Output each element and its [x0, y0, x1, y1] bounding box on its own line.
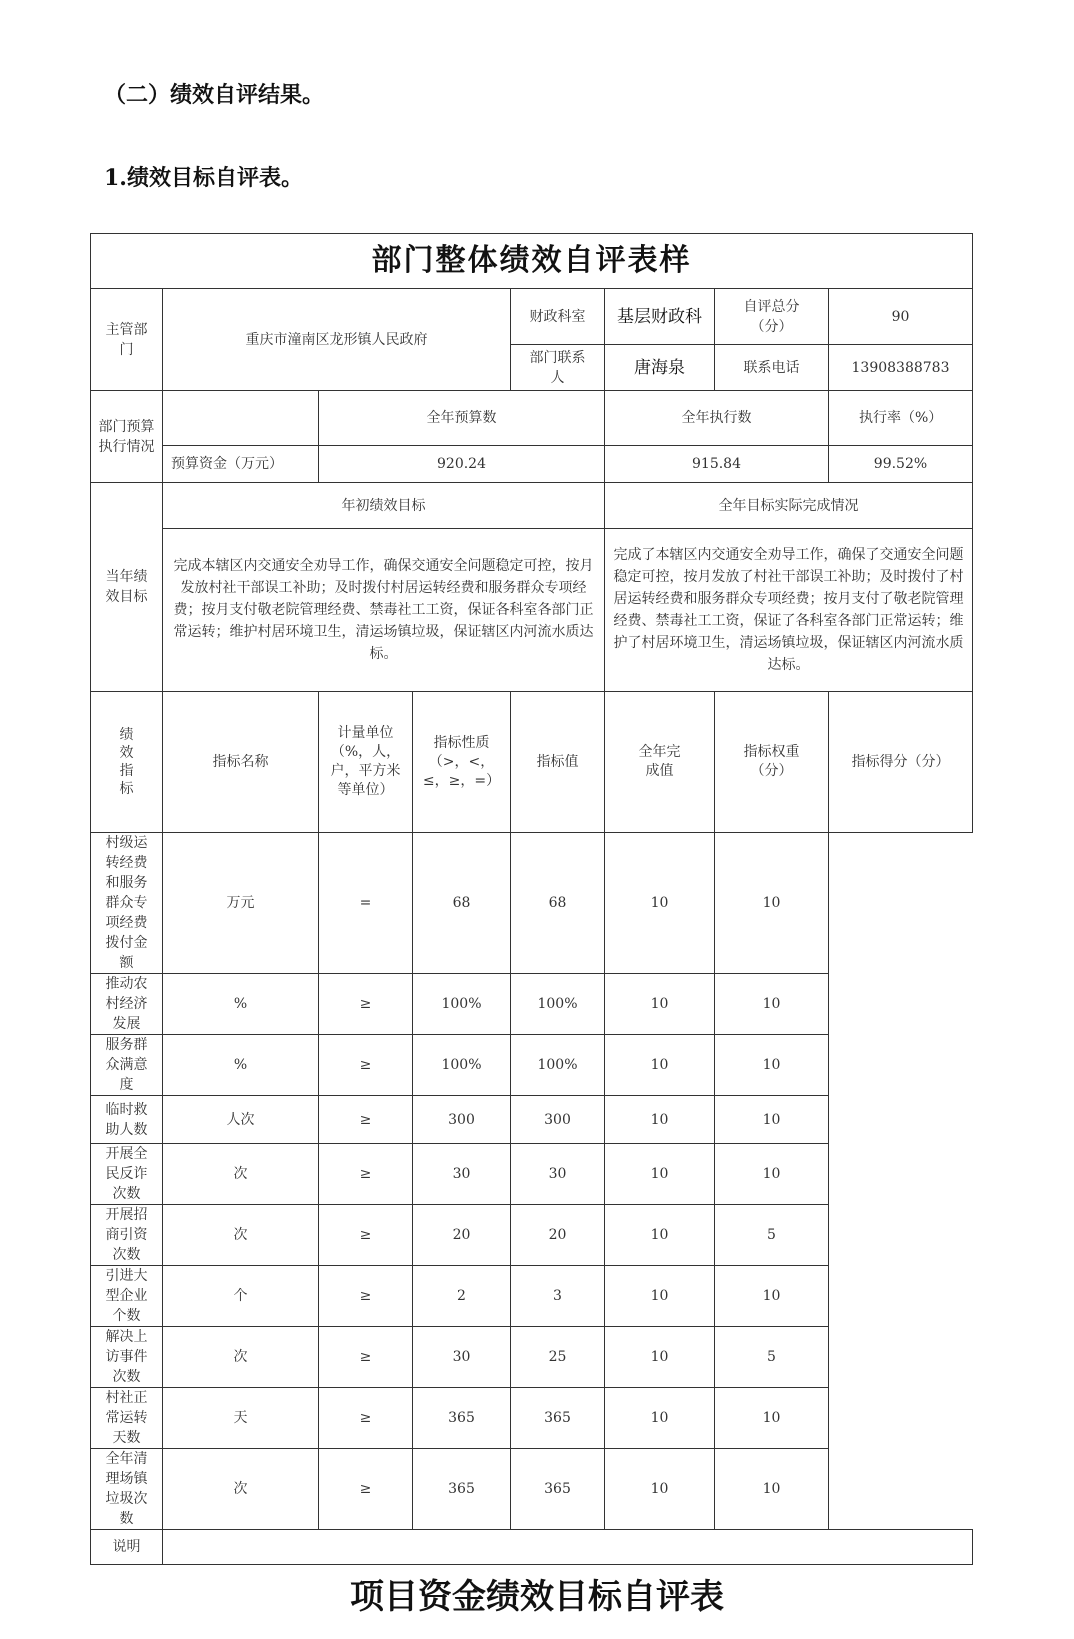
target-value-cell: 300: [413, 1096, 511, 1144]
indicator-label: 绩效指标: [91, 692, 163, 833]
score-cell: 10: [715, 1449, 829, 1530]
nature-cell: ≥: [319, 1096, 413, 1144]
nature-cell: ≥: [319, 1205, 413, 1266]
note-value: [163, 1530, 973, 1565]
subsection-heading: 1.绩效目标自评表。: [104, 165, 303, 191]
actual-value-cell: 3: [511, 1266, 605, 1327]
target-value-cell: 365: [413, 1449, 511, 1530]
target-value-cell: 30: [413, 1144, 511, 1205]
unit-cell: 次: [163, 1144, 319, 1205]
table-row: [91, 1144, 973, 1205]
weight-header: 指标权重（分）: [715, 692, 829, 833]
fund-label: 预算资金（万元）: [163, 446, 319, 483]
weight-cell: 10: [605, 1327, 715, 1388]
actual-value-cell: 30: [511, 1144, 605, 1205]
table-row: [91, 1035, 973, 1096]
actual-value-cell: 365: [511, 1388, 605, 1449]
nature-cell: ≥: [319, 1266, 413, 1327]
score-cell: 10: [715, 974, 829, 1035]
nature-cell: =: [319, 833, 413, 974]
exec-value: 915.84: [605, 446, 829, 483]
indicator-name-cell: 引进大型企业个数: [91, 1266, 163, 1327]
table-row: [91, 1205, 973, 1266]
weight-cell: 10: [605, 833, 715, 974]
section-heading: （二）绩效自评结果。: [104, 82, 325, 108]
target-value-cell: 2: [413, 1266, 511, 1327]
score-cell: 10: [715, 1388, 829, 1449]
indicator-name-cell: 开展招商引资次数: [91, 1205, 163, 1266]
score-cell: 5: [715, 1327, 829, 1388]
weight-cell: 10: [605, 974, 715, 1035]
target-value-cell: 68: [413, 833, 511, 974]
dept-value: 重庆市潼南区龙形镇人民政府: [163, 289, 511, 391]
phone-value: 13908388783: [829, 345, 973, 391]
score-cell: 10: [715, 833, 829, 974]
contact-value: 唐海泉: [605, 345, 715, 391]
note-label: 说明: [91, 1530, 163, 1565]
weight-cell: 10: [605, 1449, 715, 1530]
goal-label: 当年绩效目标: [91, 483, 163, 692]
budget-value: 920.24: [319, 446, 605, 483]
unit-cell: 次: [163, 1327, 319, 1388]
indicator-name-cell: 全年清理场镇垃圾次数: [91, 1449, 163, 1530]
goal-actual-label: 全年目标实际完成情况: [605, 483, 973, 529]
table-row: [91, 1449, 973, 1530]
target-value-cell: 20: [413, 1205, 511, 1266]
score-value: 90: [829, 289, 973, 345]
unit-cell: 人次: [163, 1096, 319, 1144]
unit-cell: 次: [163, 1449, 319, 1530]
actual-value-cell: 365: [511, 1449, 605, 1530]
score-cell: 5: [715, 1205, 829, 1266]
indicator-name-cell: 推动农村经济发展: [91, 974, 163, 1035]
target-value-cell: 100%: [413, 974, 511, 1035]
indicator-name-cell: 临时救助人数: [91, 1096, 163, 1144]
actual-value-cell: 25: [511, 1327, 605, 1388]
rate-label: 执行率（%）: [829, 391, 973, 446]
table-row: [91, 1096, 973, 1144]
indicator-name-cell: 开展全民反诈次数: [91, 1144, 163, 1205]
score-header: 指标得分（分）: [829, 692, 973, 833]
unit-cell: 次: [163, 1205, 319, 1266]
goal-actual-text: 完成了本辖区内交通安全劝导工作，确保了交通安全问题稳定可控，按月发放了村社干部误工补助；及时拨付了村居运转经费和服务群众专项经费；按月支付了敬老院管理经费、禁毒社工工资，保证了各科室各部门正常运转；维护了村居环境卫生，清运场镇垃圾，保证辖区内河流水质达标。: [605, 529, 973, 692]
table-row: [91, 1327, 973, 1388]
nature-header: 指标性质（>，<，≤，≥，=）: [413, 692, 511, 833]
indicator-name-cell: 服务群众满意度: [91, 1035, 163, 1096]
indicator-name-cell: 解决上访事件次数: [91, 1327, 163, 1388]
dept-performance-table: [90, 233, 973, 1565]
actual-value-cell: 68: [511, 833, 605, 974]
weight-cell: 10: [605, 1266, 715, 1327]
nature-cell: ≥: [319, 1035, 413, 1096]
table-row: [91, 1388, 973, 1449]
nature-cell: ≥: [319, 1388, 413, 1449]
actual-value-cell: 100%: [511, 1035, 605, 1096]
office-value: 基层财政科: [605, 289, 715, 345]
weight-cell: 10: [605, 1144, 715, 1205]
budget-label: 部门预算执行情况: [91, 391, 163, 483]
table-row: [91, 974, 973, 1035]
score-label: 自评总分（分）: [715, 289, 829, 345]
goal-initial-label: 年初绩效目标: [163, 483, 605, 529]
weight-cell: 10: [605, 1035, 715, 1096]
score-cell: 10: [715, 1144, 829, 1205]
exec-year-label: 全年执行数: [605, 391, 829, 446]
actual-value-cell: 100%: [511, 974, 605, 1035]
actual-value-cell: 20: [511, 1205, 605, 1266]
unit-cell: %: [163, 1035, 319, 1096]
nature-cell: ≥: [319, 974, 413, 1035]
unit-cell: 天: [163, 1388, 319, 1449]
indicator-name-cell: 村级运转经费和服务群众专项经费拨付金额: [91, 833, 163, 974]
indicator-name-cell: 村社正常运转天数: [91, 1388, 163, 1449]
empty-cell: [163, 391, 319, 446]
table-title: 部门整体绩效自评表样: [91, 234, 973, 289]
next-section-title: 项目资金绩效目标自评表: [350, 1577, 724, 1617]
office-label: 财政科室: [511, 289, 605, 345]
unit-header: 计量单位（%，人，户，平方米等单位）: [319, 692, 413, 833]
unit-cell: 个: [163, 1266, 319, 1327]
weight-cell: 10: [605, 1388, 715, 1449]
goal-initial-text: 完成本辖区内交通安全劝导工作，确保交通安全问题稳定可控，按月发放村社干部误工补助；及时拨付村居运转经费和服务群众专项经费；按月支付敬老院管理经费、禁毒社工工资，保证各科室各部门正常运转；维护村居环境卫生，清运场镇垃圾，保证辖区内河流水质达标。: [163, 529, 605, 692]
target-value-cell: 365: [413, 1388, 511, 1449]
unit-cell: %: [163, 974, 319, 1035]
rate-value: 99.52%: [829, 446, 973, 483]
actual-value-cell: 300: [511, 1096, 605, 1144]
contact-label: 部门联系人: [511, 345, 605, 391]
weight-cell: 10: [605, 1096, 715, 1144]
table-row: [91, 1266, 973, 1327]
phone-label: 联系电话: [715, 345, 829, 391]
indicator-name-header: 指标名称: [163, 692, 319, 833]
nature-cell: ≥: [319, 1144, 413, 1205]
dept-label: 主管部门: [91, 289, 163, 391]
score-cell: 10: [715, 1266, 829, 1327]
actual-value-header: 全年完成值: [605, 692, 715, 833]
target-value-cell: 100%: [413, 1035, 511, 1096]
nature-cell: ≥: [319, 1449, 413, 1530]
score-cell: 10: [715, 1035, 829, 1096]
budget-year-label: 全年预算数: [319, 391, 605, 446]
nature-cell: ≥: [319, 1327, 413, 1388]
unit-cell: 万元: [163, 833, 319, 974]
target-value-cell: 30: [413, 1327, 511, 1388]
weight-cell: 10: [605, 1205, 715, 1266]
target-value-header: 指标值: [511, 692, 605, 833]
score-cell: 10: [715, 1096, 829, 1144]
table-row: [91, 833, 973, 974]
